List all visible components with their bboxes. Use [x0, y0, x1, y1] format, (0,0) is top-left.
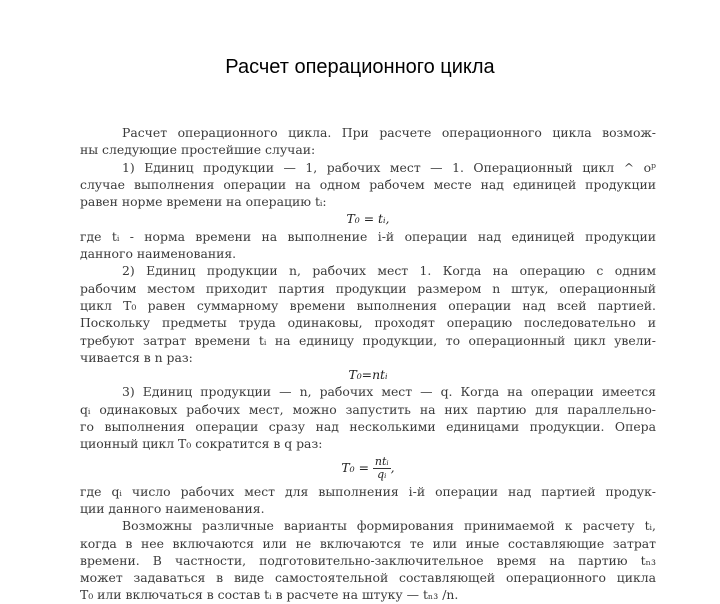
text-line: где tᵢ - норма времени на выполнение i-й операции над единицей продукции — [80, 228, 656, 244]
slide-title: Расчет операционного цикла — [225, 56, 495, 78]
text-line: Возможны различные варианты формирования принимаемой к расчету tᵢ, — [122, 518, 656, 534]
text-line: qᵢ одинаковых рабочих мест, можно запустить на них партию для параллельно- — [80, 401, 656, 417]
text-line: где qᵢ число рабочих мест для выполнения i-й операции над партией продук- — [80, 483, 656, 499]
text-line: го выполнения операции сразу над несколькими единицами продукции. Опера — [80, 419, 656, 435]
text-line: случае выполнения операции на одном рабочем месте над единицей продукции — [80, 176, 656, 192]
text-line: данного наименования. — [80, 246, 237, 262]
text-line: 3) Единиц продукции — n, рабочих мест — q. Когда на операции имеется — [122, 384, 656, 400]
formula-numerator: ntᵢ — [374, 454, 389, 468]
text-line: 2) Единиц продукции n, рабочих мест 1. Когда на операцию с одним — [122, 263, 656, 279]
text-line: цикл T₀ равен суммарному времени выполнения операции над всей партией. — [80, 297, 656, 313]
text-line: ны следующие простейшие случаи: — [80, 142, 316, 158]
text-line: когда в нее включаются или не включаются те или иные составляющие затрат — [80, 535, 656, 551]
formula-1: T₀ = tᵢ, — [346, 211, 390, 227]
formula-lhs: T₀ = — [341, 459, 369, 475]
text-line: чивается в n раз: — [80, 349, 193, 365]
text-line: Расчет операционного цикла. При расчете операционного цикла возмож- — [122, 125, 656, 140]
text-line: равен норме времени на операцию tᵢ: — [80, 194, 327, 210]
document-text — [80, 124, 656, 604]
formula-denominator: qᵢ — [377, 467, 387, 481]
text-line: 1) Единиц продукции — 1, рабочих мест — 1. Операционный цикл ^ оᵖ — [122, 159, 656, 175]
formula-fraction — [373, 456, 391, 481]
formula-3 — [80, 453, 656, 483]
text-line: времени. В частности, подготовительно-заключительное время на партию tₙ₃ — [80, 552, 656, 568]
text-line: ции данного наименования. — [80, 500, 265, 516]
formula-2: T₀=ntᵢ — [348, 367, 388, 383]
text-line: T₀ или включаться в состав tᵢ в расчете на штуку — tₙ₃ /n. — [80, 587, 459, 603]
text-line: ционный цикл T₀ сократится в q раз: — [80, 436, 323, 452]
text-line: рабочим местом приходит партия продукции размером n штук, операционный — [80, 280, 656, 296]
formula-tail: , — [390, 459, 395, 475]
text-line: Поскольку предметы труда одинаковы, проходят операцию последовательно и — [80, 315, 656, 331]
text-line: может задаваться в виде самостоятельной составляющей операционного цикла — [80, 570, 656, 586]
text-line: требуют затрат времени tᵢ на единицу продукции, то операционный цикл увели- — [80, 332, 656, 348]
